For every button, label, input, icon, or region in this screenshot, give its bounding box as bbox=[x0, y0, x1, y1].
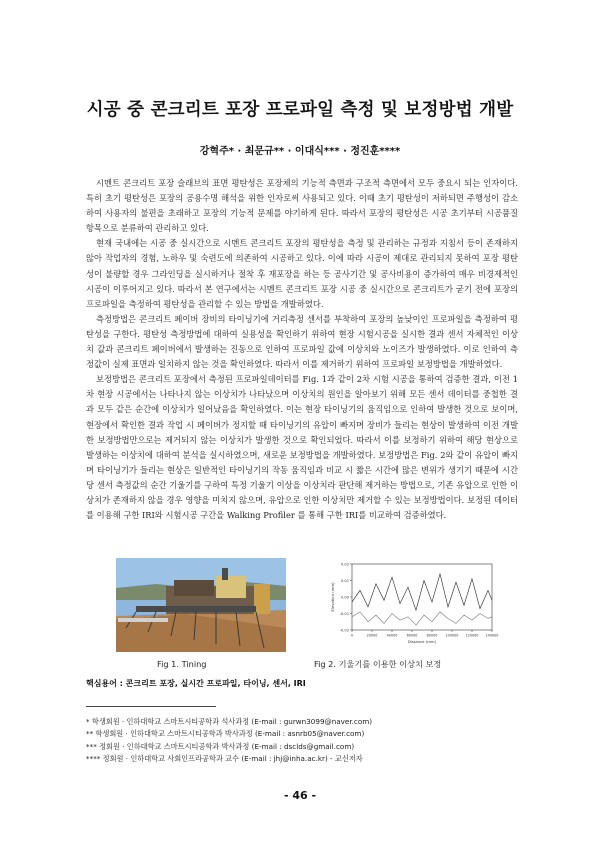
x-tick-label: 80000 bbox=[426, 633, 438, 638]
footnote: **** 정회원 · 인하대학교 사회인프라공학과 교수 (E-mail : jhj@inha.ac.kr) - 교신저자 bbox=[86, 754, 363, 764]
page-number: - 46 - bbox=[283, 789, 317, 802]
x-tick-label: 60000 bbox=[406, 633, 418, 638]
paper-title: 시공 중 콘크리트 포장 프로파일 측정 및 보정방법 개발 bbox=[86, 100, 514, 120]
footnote-divider bbox=[86, 706, 216, 707]
x-tick-label: 0 bbox=[350, 633, 354, 638]
y-axis-label: Elevation (mm) bbox=[330, 582, 335, 612]
y-tick-label: -0.02 bbox=[339, 628, 349, 633]
footnotes bbox=[86, 716, 526, 766]
profile-chart bbox=[328, 558, 500, 652]
paragraph: 현재 국내에는 시공 중 실시간으로 시멘트 콘크리트 포장의 평탄성을 측정 및 관리하는 규정과 지침서 등이 존재하지 않아 작업자의 경험, 노하우 및 숙련도에 의존하여 시공하고 있다. 이에 따라 시공이 제대로 관리되지 못하여 포장 평탄성이 불량할 경우 그라인딩을 실시하거나 절착 후 재포장을 하는 등 공사기간 및 공사비용이 증가하여 매우 비경제적인 시공이 이루어지고 있다. 따라서 본 연구에서는 시멘트 콘크리트 포장 시공 중 실시간으로 콘크리트가 굳기 전에 포장의 프로파일을 측정하여 평탄성을 관리할 수 있는 방법을 개발하였다. bbox=[86, 238, 518, 309]
figure-1-caption: Fig 1. Tining bbox=[157, 659, 207, 669]
keywords: 핵심용어 : 콘크리트 포장, 실시간 프로파일, 타이닝, 센서, IRI bbox=[86, 679, 306, 688]
x-tick-label: 20000 bbox=[366, 633, 378, 638]
x-tick-label: 40000 bbox=[386, 633, 398, 638]
y-tick-label: -0.01 bbox=[339, 612, 349, 616]
y-tick-label: 0.00 bbox=[340, 595, 349, 600]
y-tick-label: 0.02 bbox=[340, 562, 349, 567]
tining-photo bbox=[116, 558, 286, 652]
author-list: 강혁주* · 최문규** · 이대식*** · 정진훈**** bbox=[199, 146, 401, 157]
paragraph: 측정방법은 콘크리트 페이버 장비의 타이닝기에 거리측정 센서를 부착하여 포장의 높낮이인 프로파일을 측정하여 평탄성을 구한다. 평탄성 측정방법에 대하여 실용성을 확인하기 위하여 현장 시험시공을 실시한 결과 센서 자체적인 이상치 값과 콘크리트 페이버에서 발생하는 진동으로 인하여 프로파일 값에 이상치와 노이즈가 발생하였다. 이로 인하여 측정값이 실제 표면과 일치하지 않는 것을 확인하였다. 따라서 이를 제거하기 위하여 프로파일 보정방법을 개발하였다. bbox=[86, 313, 518, 370]
footnote: ** 학생회원 · 인하대학교 스마트시티공학과 박사과정 (E-mail : asnrb05@naver.com) bbox=[86, 729, 365, 739]
x-tick-label: 120000 bbox=[465, 633, 479, 638]
y-tick-label: 0.01 bbox=[340, 579, 349, 583]
x-axis-label: Distance (mm) bbox=[407, 639, 437, 644]
paragraph: 보정방법은 콘크리트 포장에서 측정된 프로파일데이터를 Fig. 1과 같이 2차 시험 시공을 통하여 검증한 결과, 이전 1차 현장 시공에서는 나타나지 않는 이상치가 나타났으며 이상치의 원인을 알아보기 위해 모든 센서 데이터를 중첩한 결과 모두 같은 순간에 이상치가 일어났음을 확인하였다. 이는 현장 타이닝기의 움직임으로 인하여 발생한 것으로 보이며, 현장에서 확인한 결과 작업 시 페이버가 정지할 때 타이닝기의 유압이 빠지며 장비가 들리는 현상이 발생하여 이전 개발한 보정방법만으로는 제거되지 않는 이상치가 발생한 것으로 확인되었다. 따라서 이를 보정하기 위하여 해당 현상으로 발생하는 이상치에 대하여 분석을 실시하였으며, 새로운 보정방법을 개발하였다. 보정방법은 Fig. 2와 같이 유압이 빠지며 타이닝기가 들리는 현상은 일반적인 타이닝기의 작동 움직임과 비교 시 짧은 시간에 많은 변위가 생기기 때문에 시간당 센서 측정값의 순간 기울기를 구하여 특정 기울기 이상을 이상치라 판단해 제거하는 방법으로, 기존 유압으로 인한 이상치가 존재하지 않을 경우 영향을 미치지 않으며, 유압으로 인한 이상치만 제거할 수 있는 보정방법이다. 보정된 데이터를 이용해 구한 IRI와 시험시공 구간을 Walking Profiler 를 통해 구한 IRI를 비교하여 검증하였다. bbox=[86, 374, 518, 521]
footnote: *** 정회원 · 인하대학교 스마트시티공학과 박사과정 (E-mail : dsclds@gmail.com) bbox=[86, 741, 355, 751]
figure-area bbox=[116, 558, 516, 670]
paragraph: 시멘트 콘크리트 포장 슬래브의 표면 평탄성은 포장체의 기능적 측면과 구조적 측면에서 모두 중요시 되는 인자이다. 특히 초기 평탄성은 포장의 공용수명 해석을 위한 인자로써 사용되고 있다. 이때 초기 평탄성이 저하되면 주행성이 감소하여 사용자의 불편을 초래하고 포장의 기능적 문제를 야기하게 된다. 따라서 포장의 평탄성은 시공 초기부터 시공품질 항목으로 분류하여 관리하고 있다. bbox=[86, 178, 518, 234]
figure-2-caption: Fig 2. 기울기를 이용한 이상치 보정 bbox=[314, 659, 442, 669]
abstract-body bbox=[86, 176, 518, 523]
x-tick-label: 100000 bbox=[445, 633, 459, 638]
footnote: * 학생회원 · 인하대학교 스마트시티공학과 석사과정 (E-mail : gurwn3099@naver.com) bbox=[86, 717, 373, 726]
x-tick-label: 140000 bbox=[485, 633, 499, 638]
